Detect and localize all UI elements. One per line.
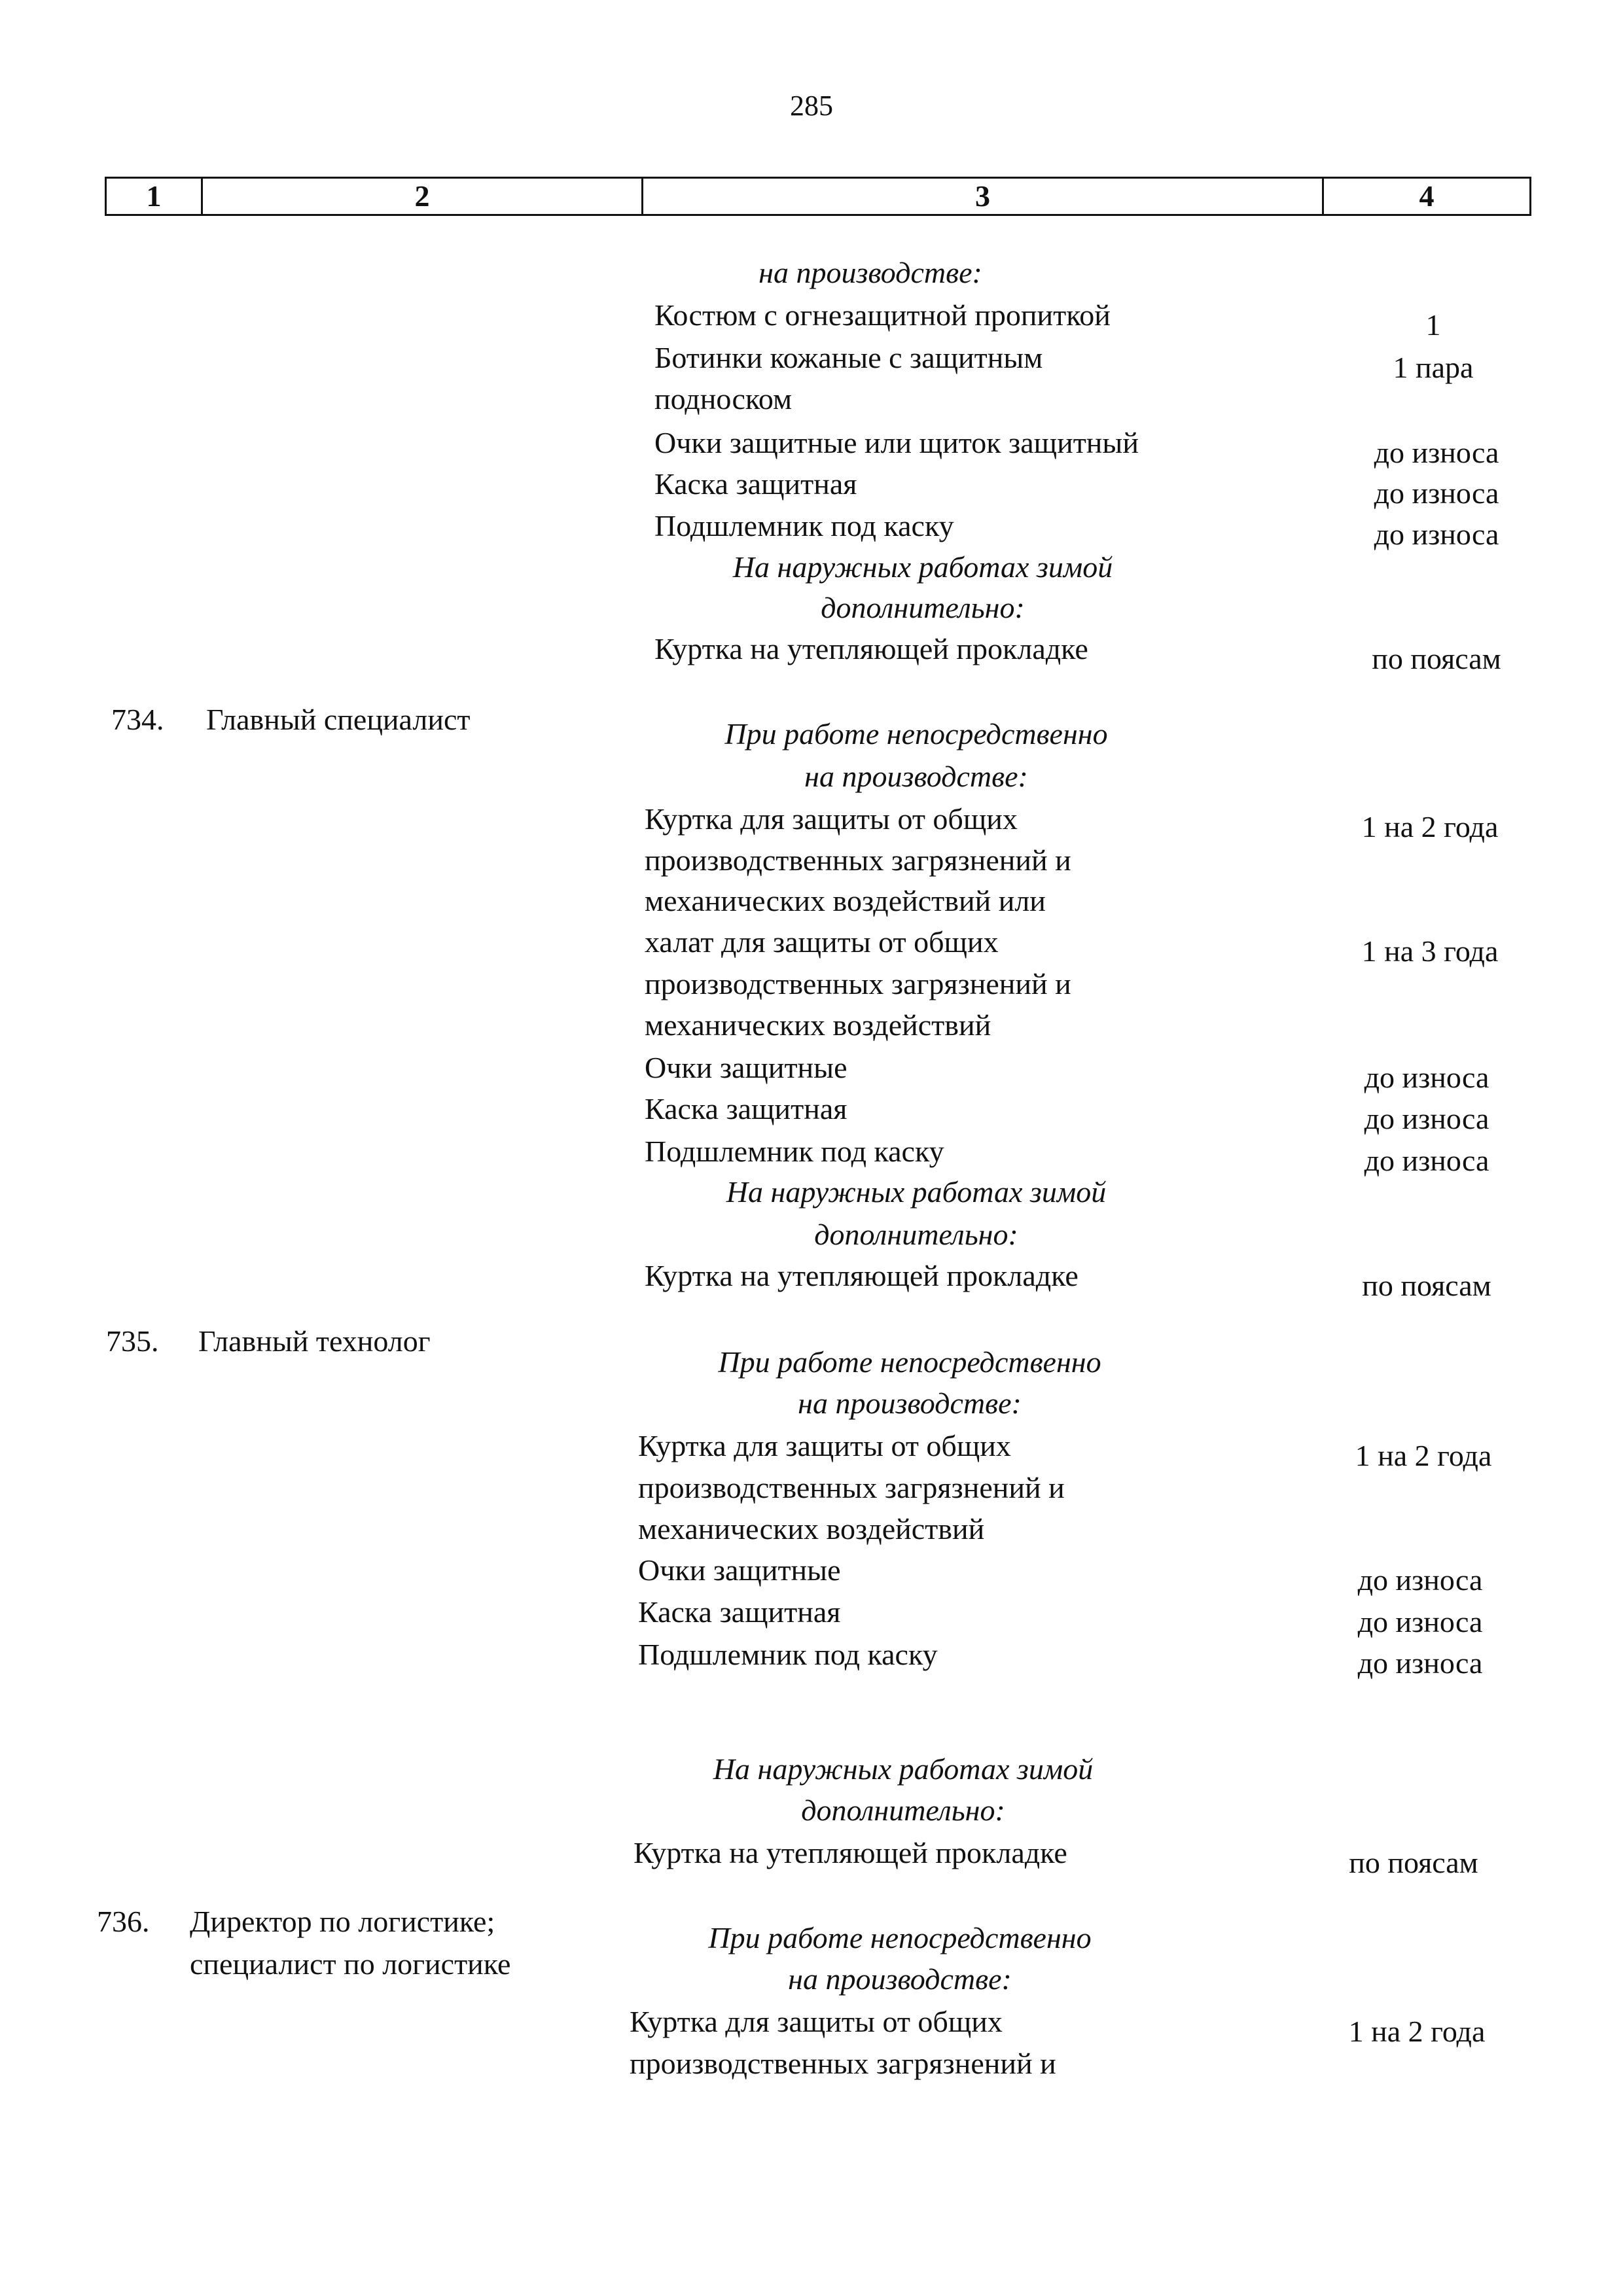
header-col-4: 4 — [1419, 179, 1435, 213]
text-line: производственных загрязнений и — [630, 2047, 1056, 2080]
section-heading: на производстве: — [804, 760, 1028, 793]
text-line: Куртка для защиты от общих — [638, 1429, 1011, 1462]
text-line: Костюм с огнезащитной пропиткой — [654, 298, 1111, 332]
norm-value: до износа — [1374, 476, 1499, 510]
text-line: Директор по логистике; — [190, 1905, 495, 1938]
section-heading: дополнительно: — [801, 1793, 1005, 1827]
table-header-row — [105, 177, 1531, 216]
text-line: Каска защитная — [645, 1092, 847, 1125]
section-heading: на производстве: — [758, 256, 982, 289]
text-line: Каска защитная — [654, 467, 857, 501]
text-line: подноском — [654, 382, 793, 415]
text-line: механических воздействий — [645, 1008, 991, 1042]
page-number: 285 — [790, 90, 833, 122]
norm-value: до износа — [1374, 518, 1499, 551]
section-heading: При работе непосредственно — [718, 1345, 1101, 1379]
header-col-2: 2 — [203, 179, 643, 214]
norm-value: 1 на 2 года — [1348, 2015, 1486, 2048]
section-heading: дополнительно: — [814, 1218, 1018, 1251]
section-heading: При работе непосредственно — [708, 1921, 1092, 1954]
text-line: Очки защитные — [645, 1051, 847, 1084]
norm-value: по поясам — [1349, 1846, 1478, 1879]
text-line: механических воздействий или — [645, 884, 1046, 917]
text-line: Очки защитные — [638, 1553, 841, 1587]
norm-value: 1 на 2 года — [1361, 810, 1499, 843]
norm-value: до износа — [1357, 1605, 1483, 1638]
norm-value: по поясам — [1372, 642, 1501, 675]
norm-value: до износа — [1364, 1061, 1489, 1094]
norm-value: до износа — [1364, 1144, 1489, 1177]
text-line: производственных загрязнений и — [638, 1471, 1065, 1504]
text-line: 735. — [106, 1324, 159, 1358]
section-heading: На наружных работах зимой — [732, 550, 1113, 584]
text-line: производственных загрязнений и — [645, 843, 1071, 877]
text-line: халат для защиты от общих — [645, 925, 999, 959]
text-line: Куртка для защиты от общих — [645, 802, 1018, 836]
text-line: Подшлемник под каску — [654, 509, 954, 542]
text-line: Куртка на утепляющей прокладке — [654, 632, 1088, 665]
text-line: производственных загрязнений и — [645, 967, 1071, 1000]
section-heading: На наружных работах зимой — [713, 1752, 1094, 1786]
text-line: Подшлемник под каску — [638, 1638, 938, 1671]
text-line: Главный специалист — [206, 703, 471, 736]
header-col-3: 3 — [643, 179, 1324, 214]
norm-value: до износа — [1357, 1646, 1483, 1680]
text-line: Главный технолог — [198, 1324, 431, 1358]
text-line: Куртка для защиты от общих — [630, 2005, 1003, 2038]
norm-value: 1 на 2 года — [1355, 1439, 1492, 1472]
text-line: Подшлемник под каску — [645, 1135, 944, 1168]
text-line: Каска защитная — [638, 1595, 841, 1629]
section-heading: дополнительно: — [821, 591, 1025, 624]
section-heading: на производстве: — [788, 1962, 1012, 1996]
norm-value: до износа — [1357, 1563, 1483, 1597]
norm-value: по поясам — [1362, 1269, 1491, 1302]
text-line: специалист по логистике — [190, 1947, 511, 1981]
text-line: 736. — [97, 1905, 150, 1938]
text-line: Ботинки кожаные с защитным — [654, 341, 1043, 374]
text-line: Очки защитные или щиток защитный — [654, 426, 1139, 459]
norm-value: 1 — [1425, 308, 1441, 342]
text-line: Куртка на утепляющей прокладке — [645, 1259, 1079, 1292]
text-line: механических воздействий — [638, 1512, 985, 1545]
section-heading: На наружных работах зимой — [726, 1175, 1107, 1209]
text-line: 734. — [111, 703, 164, 736]
norm-value: до износа — [1374, 436, 1499, 469]
norm-value: до износа — [1364, 1102, 1489, 1135]
section-heading: на производстве: — [798, 1386, 1022, 1420]
norm-value: 1 на 3 года — [1361, 934, 1499, 968]
norm-value: 1 пара — [1393, 351, 1474, 384]
section-heading: При работе непосредственно — [724, 717, 1108, 751]
header-col-1: 1 — [107, 179, 203, 214]
text-line: Куртка на утепляющей прокладке — [633, 1836, 1067, 1869]
